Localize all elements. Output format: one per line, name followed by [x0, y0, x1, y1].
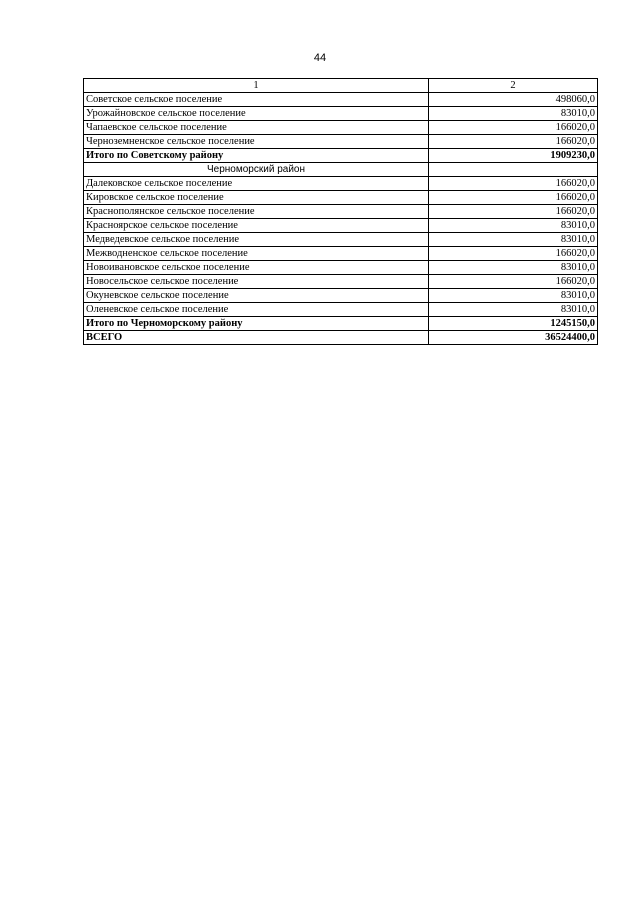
table-row — [84, 233, 598, 247]
amount-value: 166020,0 — [429, 275, 598, 289]
table-row — [84, 205, 598, 219]
settlement-name: Оленевское сельское поселение — [84, 303, 429, 317]
subtotal-value: 1909230,0 — [429, 149, 598, 163]
settlement-name: Урожайновское сельское поселение — [84, 107, 429, 121]
table-row — [84, 303, 598, 317]
table-row — [84, 219, 598, 233]
subtotal-row — [84, 149, 598, 163]
table-row — [84, 247, 598, 261]
settlement-name: Окуневское сельское поселение — [84, 289, 429, 303]
column-header-2: 2 — [429, 79, 598, 93]
table-row — [84, 191, 598, 205]
amount-value: 83010,0 — [429, 303, 598, 317]
table-row — [84, 177, 598, 191]
table-row — [84, 275, 598, 289]
table-header-row — [84, 79, 598, 93]
amount-value: 166020,0 — [429, 191, 598, 205]
amount-value: 83010,0 — [429, 289, 598, 303]
table-row — [84, 289, 598, 303]
amount-value: 83010,0 — [429, 219, 598, 233]
grand-total-row — [84, 331, 598, 345]
budget-table — [83, 78, 598, 345]
amount-value: 166020,0 — [429, 135, 598, 149]
amount-value: 166020,0 — [429, 177, 598, 191]
settlement-name: Далековское сельское поселение — [84, 177, 429, 191]
table-row — [84, 261, 598, 275]
grand-total-label: ВСЕГО — [84, 331, 429, 345]
subtotal-row — [84, 317, 598, 331]
amount-value: 83010,0 — [429, 261, 598, 275]
settlement-name: Медведевское сельское поселение — [84, 233, 429, 247]
table-row — [84, 107, 598, 121]
subtotal-value: 1245150,0 — [429, 317, 598, 331]
settlement-name: Краснополянское сельское поселение — [84, 205, 429, 219]
settlement-name: Черноземненское сельское поселение — [84, 135, 429, 149]
settlement-name: Кировское сельское поселение — [84, 191, 429, 205]
settlement-name: Новоивановское сельское поселение — [84, 261, 429, 275]
settlement-name: Красноярское сельское поселение — [84, 219, 429, 233]
page-number: 44 — [313, 52, 327, 64]
district-heading: Черноморский район — [84, 163, 429, 177]
section-header-row — [84, 163, 598, 177]
subtotal-label: Итого по Советскому району — [84, 149, 429, 163]
amount-value: 166020,0 — [429, 247, 598, 261]
subtotal-label: Итого по Черноморскому району — [84, 317, 429, 331]
amount-value: 166020,0 — [429, 205, 598, 219]
amount-value: 498060,0 — [429, 93, 598, 107]
settlement-name: Чапаевское сельское поселение — [84, 121, 429, 135]
amount-value: 83010,0 — [429, 233, 598, 247]
grand-total-value: 36524400,0 — [429, 331, 598, 345]
table-row — [84, 93, 598, 107]
amount-value — [429, 163, 598, 177]
table-row — [84, 121, 598, 135]
amount-value: 166020,0 — [429, 121, 598, 135]
amount-value: 83010,0 — [429, 107, 598, 121]
column-header-1: 1 — [84, 79, 429, 93]
settlement-name: Новосельское сельское поселение — [84, 275, 429, 289]
settlement-name: Межводненское сельское поселение — [84, 247, 429, 261]
table-row — [84, 135, 598, 149]
settlement-name: Советское сельское поселение — [84, 93, 429, 107]
